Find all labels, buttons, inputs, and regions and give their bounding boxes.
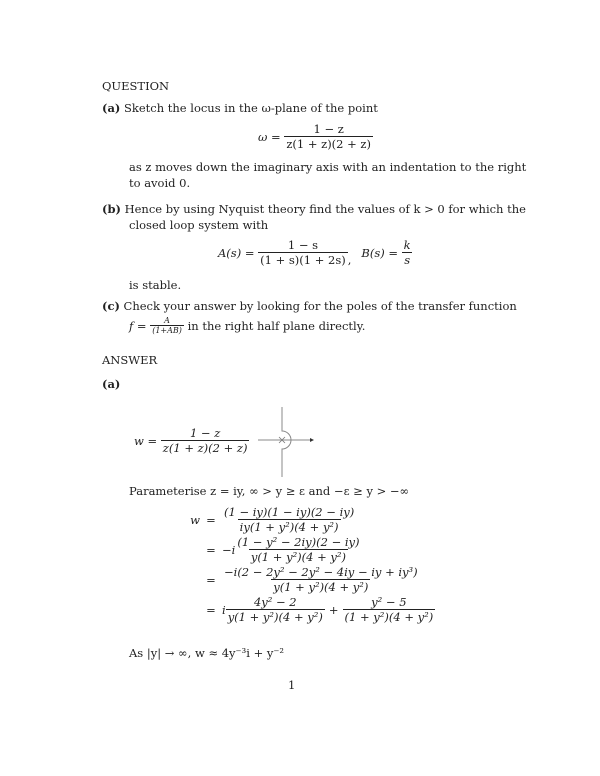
numerator: 1 − z bbox=[313, 122, 344, 136]
arrow-head-icon bbox=[310, 438, 314, 442]
eq-lhs-B: B(s) = bbox=[361, 245, 399, 260]
question-a bbox=[102, 101, 378, 115]
fraction bbox=[222, 565, 420, 594]
question-a-equation bbox=[258, 122, 373, 151]
page-number: 1 bbox=[288, 678, 296, 692]
part-label-c: (c) bbox=[102, 299, 120, 313]
prefix: −i bbox=[222, 542, 236, 557]
numerator: 4y² − 2 bbox=[253, 595, 297, 609]
eq-lhs-A: A(s) = bbox=[218, 245, 255, 260]
fraction-2 bbox=[343, 595, 436, 624]
equals-sign: = bbox=[206, 602, 216, 617]
denominator: z(1 + z)(2 + z) bbox=[162, 441, 248, 455]
separator: , bbox=[347, 253, 352, 267]
denominator: s bbox=[404, 253, 411, 267]
numerator: k bbox=[403, 238, 411, 252]
denominator: y(1 + y²)(4 + y²) bbox=[227, 610, 323, 624]
answer-heading: ANSWER bbox=[102, 353, 158, 367]
question-b bbox=[102, 202, 526, 216]
question-b-text-2: closed loop system with bbox=[129, 218, 269, 232]
equals-sign: = bbox=[206, 542, 216, 557]
numerator: 1 − s bbox=[287, 238, 319, 252]
fraction-A bbox=[258, 238, 348, 267]
derivation-row bbox=[222, 565, 435, 594]
fraction-B bbox=[402, 238, 413, 267]
question-c bbox=[102, 299, 517, 313]
denominator: (1+AB) bbox=[152, 326, 182, 335]
plus-sign: + bbox=[328, 602, 339, 617]
numerator: −i(2 − 2y² − 2y² − 4iy − iy + iy³) bbox=[224, 565, 418, 579]
question-heading: QUESTION bbox=[102, 79, 170, 93]
answer-w-equation bbox=[134, 426, 249, 455]
denominator: z(1 + z)(2 + z) bbox=[286, 137, 371, 151]
asymptote-text: As |y| → ∞, w ≈ 4y⁻³i + y⁻² bbox=[129, 646, 285, 660]
question-c-text-2: in the right half plane directly. bbox=[187, 318, 366, 333]
derivation-lhs: w bbox=[190, 512, 200, 527]
derivation-row bbox=[222, 535, 435, 564]
fraction-f bbox=[150, 316, 184, 335]
eq-lhs-f: f = bbox=[129, 318, 147, 333]
parameterise-text: Parameterise z = iy, ∞ > y ≥ ε and −ε ≥ y > −∞ bbox=[129, 484, 410, 498]
numerator: (1 − iy)(1 − iy)(2 − iy) bbox=[224, 505, 355, 519]
fraction bbox=[284, 122, 373, 151]
question-b-equation bbox=[218, 238, 413, 267]
question-c-text-1: Check your answer by looking for the poles of the transfer function bbox=[123, 299, 517, 313]
indented-imaginary-axis bbox=[282, 407, 291, 477]
denominator: (1 + s)(1 + 2s) bbox=[260, 253, 346, 267]
denominator: y(1 + y²)(4 + y²) bbox=[273, 580, 369, 594]
question-b-follow: is stable. bbox=[129, 278, 182, 292]
prefix: i bbox=[222, 602, 226, 617]
part-label-a: (a) bbox=[102, 101, 121, 115]
denominator: y(1 + y²)(4 + y²) bbox=[250, 550, 347, 564]
part-label-b: (b) bbox=[102, 202, 121, 216]
equals-sign: = bbox=[206, 572, 216, 587]
denominator: (1 + y²)(4 + y²) bbox=[344, 610, 434, 624]
contour-diagram bbox=[250, 400, 330, 480]
question-a-text: Sketch the locus in the ω-plane of the point bbox=[124, 101, 378, 115]
derivation-row bbox=[222, 505, 435, 534]
fraction-1 bbox=[226, 595, 325, 624]
derivation-final-row bbox=[222, 595, 435, 624]
fraction bbox=[235, 535, 361, 564]
answer-part-label-a: (a) bbox=[102, 377, 121, 391]
eq-lhs: w = bbox=[134, 433, 158, 448]
numerator: (1 − y² − 2iy)(2 − iy) bbox=[237, 535, 360, 549]
derivation bbox=[170, 505, 435, 624]
question-a-follow-1: as z moves down the imaginary axis with an indentation to the right bbox=[129, 160, 527, 174]
fraction bbox=[222, 505, 356, 534]
question-c-line-2 bbox=[129, 316, 365, 335]
numerator: 1 − z bbox=[189, 426, 221, 440]
equals-sign: = bbox=[206, 512, 216, 527]
question-b-text-1: Hence by using Nyquist theory find the values of k > 0 for which the bbox=[124, 202, 526, 216]
question-a-follow-2: to avoid 0. bbox=[129, 176, 191, 190]
numerator: A bbox=[164, 316, 170, 325]
numerator: y² − 5 bbox=[371, 595, 407, 609]
fraction bbox=[161, 426, 250, 455]
denominator: iy(1 + y²)(4 + y²) bbox=[239, 520, 339, 534]
eq-lhs: ω = bbox=[258, 129, 281, 144]
